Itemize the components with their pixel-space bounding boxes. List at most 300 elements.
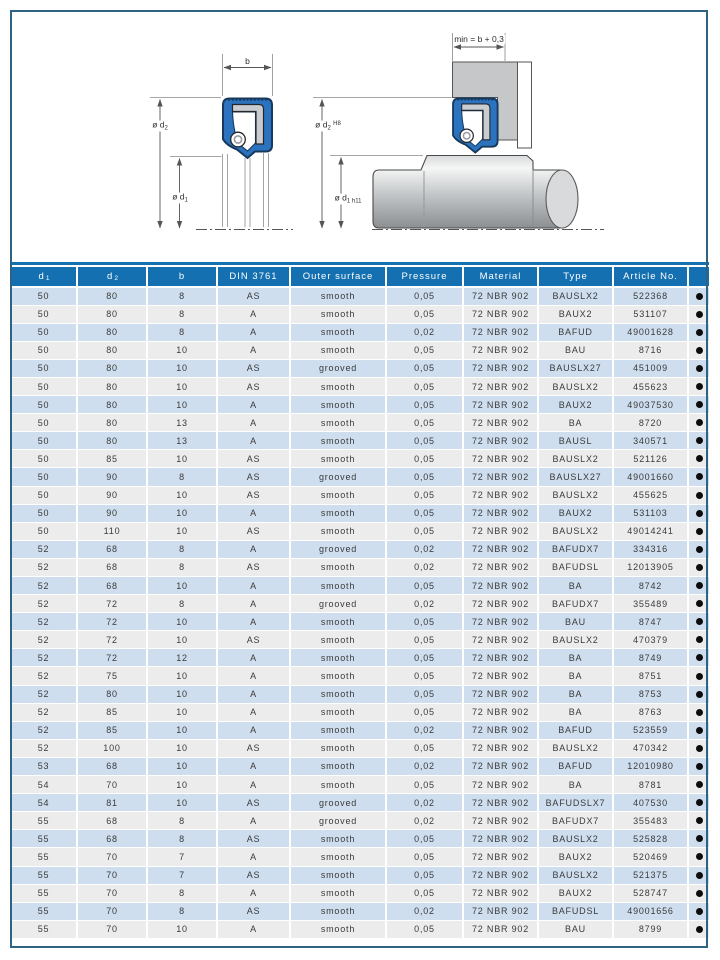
cell-availability bbox=[689, 830, 709, 847]
cell-article-no: 12010980 bbox=[614, 758, 689, 775]
cell-d1: 50 bbox=[11, 306, 78, 323]
cell-b: 8 bbox=[148, 885, 218, 902]
seal-profile bbox=[223, 99, 272, 159]
cell-d2: 80 bbox=[78, 686, 148, 703]
table-row bbox=[11, 704, 709, 722]
cell-d1: 52 bbox=[11, 577, 78, 594]
cell-outer-surface: grooved bbox=[291, 360, 387, 377]
cell-article-no: 522368 bbox=[614, 288, 689, 305]
cell-type: BA bbox=[539, 704, 614, 721]
cell-d2: 80 bbox=[78, 414, 148, 431]
cell-material: 72 NBR 902 bbox=[464, 903, 539, 920]
cell-material: 72 NBR 902 bbox=[464, 885, 539, 902]
cell-pressure: 0,05 bbox=[387, 921, 464, 938]
cell-outer-surface: grooved bbox=[291, 794, 387, 811]
cell-type: BAUSLX2 bbox=[539, 631, 614, 648]
cell-article-no: 8753 bbox=[614, 686, 689, 703]
cell-din: AS bbox=[218, 740, 291, 757]
cell-d1: 50 bbox=[11, 414, 78, 431]
table-row bbox=[11, 667, 709, 685]
cell-d1: 50 bbox=[11, 450, 78, 467]
cell-type: BAUSLX27 bbox=[539, 468, 614, 485]
table-row bbox=[11, 921, 709, 939]
availability-dot bbox=[696, 727, 703, 734]
cell-type: BAUSLX27 bbox=[539, 360, 614, 377]
cell-type: BAUSLX2 bbox=[539, 487, 614, 504]
table-row bbox=[11, 306, 709, 324]
cell-outer-surface: smooth bbox=[291, 885, 387, 902]
cell-type: BAUSLX2 bbox=[539, 867, 614, 884]
cell-material: 72 NBR 902 bbox=[464, 306, 539, 323]
cell-pressure: 0,05 bbox=[387, 830, 464, 847]
cell-material: 72 NBR 902 bbox=[464, 505, 539, 522]
cell-pressure: 0,05 bbox=[387, 885, 464, 902]
dim-label-b: b bbox=[245, 55, 250, 66]
cell-d1: 54 bbox=[11, 794, 78, 811]
cell-b: 8 bbox=[148, 541, 218, 558]
cell-din: AS bbox=[218, 794, 291, 811]
cell-outer-surface: smooth bbox=[291, 740, 387, 757]
cell-pressure: 0,05 bbox=[387, 686, 464, 703]
cell-b: 10 bbox=[148, 613, 218, 630]
cell-din: A bbox=[218, 722, 291, 739]
cell-d2: 75 bbox=[78, 667, 148, 684]
cell-outer-surface: smooth bbox=[291, 505, 387, 522]
table-row bbox=[11, 830, 709, 848]
cell-pressure: 0,02 bbox=[387, 541, 464, 558]
cell-type: BAUSLX2 bbox=[539, 830, 614, 847]
cell-article-no: 531107 bbox=[614, 306, 689, 323]
cell-availability bbox=[689, 288, 709, 305]
cell-type: BAU bbox=[539, 613, 614, 630]
cell-type: BA bbox=[539, 686, 614, 703]
table-row bbox=[11, 631, 709, 649]
cell-availability bbox=[689, 324, 709, 341]
cell-pressure: 0,05 bbox=[387, 505, 464, 522]
cell-pressure: 0,05 bbox=[387, 523, 464, 540]
cell-d1: 50 bbox=[11, 523, 78, 540]
cell-article-no: 8763 bbox=[614, 704, 689, 721]
cell-d2: 85 bbox=[78, 450, 148, 467]
column-header-d2: d 2 bbox=[78, 267, 148, 286]
cell-pressure: 0,05 bbox=[387, 306, 464, 323]
cell-material: 72 NBR 902 bbox=[464, 541, 539, 558]
cell-b: 13 bbox=[148, 414, 218, 431]
column-header-d1: d 1 bbox=[11, 267, 78, 286]
cell-d2: 68 bbox=[78, 559, 148, 576]
cell-material: 72 NBR 902 bbox=[464, 396, 539, 413]
table-row bbox=[11, 396, 709, 414]
cell-article-no: 49001628 bbox=[614, 324, 689, 341]
table-row bbox=[11, 740, 709, 758]
cell-b: 8 bbox=[148, 830, 218, 847]
cell-outer-surface: smooth bbox=[291, 342, 387, 359]
cell-din: A bbox=[218, 324, 291, 341]
cell-pressure: 0,05 bbox=[387, 848, 464, 865]
cell-article-no: 8720 bbox=[614, 414, 689, 431]
cell-material: 72 NBR 902 bbox=[464, 631, 539, 648]
technical-drawing bbox=[0, 0, 720, 263]
cell-b: 10 bbox=[148, 396, 218, 413]
cell-d2: 90 bbox=[78, 487, 148, 504]
cell-b: 10 bbox=[148, 342, 218, 359]
cell-din: A bbox=[218, 541, 291, 558]
cell-d2: 72 bbox=[78, 595, 148, 612]
cell-pressure: 0,05 bbox=[387, 360, 464, 377]
cell-din: A bbox=[218, 885, 291, 902]
cell-din: A bbox=[218, 414, 291, 431]
cell-outer-surface: smooth bbox=[291, 487, 387, 504]
cell-type: BAFUDSLX7 bbox=[539, 794, 614, 811]
availability-dot bbox=[696, 473, 703, 480]
cell-material: 72 NBR 902 bbox=[464, 686, 539, 703]
table-row bbox=[11, 342, 709, 360]
availability-dot bbox=[696, 890, 703, 897]
cell-d2: 72 bbox=[78, 631, 148, 648]
seal-profile-installed bbox=[453, 98, 498, 152]
cell-din: A bbox=[218, 342, 291, 359]
cell-d1: 52 bbox=[11, 631, 78, 648]
table-row bbox=[11, 360, 709, 378]
cell-material: 72 NBR 902 bbox=[464, 378, 539, 395]
dim-label-d1-tolerance: ø $d_{1 h11}$ bbox=[334, 192, 362, 204]
cell-availability bbox=[689, 812, 709, 829]
cell-d2: 81 bbox=[78, 794, 148, 811]
availability-dot bbox=[696, 745, 703, 752]
cell-d2: 70 bbox=[78, 921, 148, 938]
cell-article-no: 523559 bbox=[614, 722, 689, 739]
shaft bbox=[373, 156, 578, 229]
cell-pressure: 0,05 bbox=[387, 704, 464, 721]
cell-d1: 52 bbox=[11, 613, 78, 630]
cell-b: 8 bbox=[148, 324, 218, 341]
cell-availability bbox=[689, 848, 709, 865]
cell-din: A bbox=[218, 667, 291, 684]
cell-din: AS bbox=[218, 378, 291, 395]
availability-dot bbox=[696, 781, 703, 788]
cell-article-no: 355483 bbox=[614, 812, 689, 829]
cell-article-no: 470379 bbox=[614, 631, 689, 648]
cell-outer-surface: smooth bbox=[291, 414, 387, 431]
cell-d2: 80 bbox=[78, 432, 148, 449]
table-row bbox=[11, 903, 709, 921]
table-row bbox=[11, 414, 709, 432]
cell-b: 10 bbox=[148, 686, 218, 703]
cell-d2: 100 bbox=[78, 740, 148, 757]
cell-d2: 70 bbox=[78, 867, 148, 884]
cell-type: BAFUDX7 bbox=[539, 595, 614, 612]
cell-material: 72 NBR 902 bbox=[464, 468, 539, 485]
cell-article-no: 49001660 bbox=[614, 468, 689, 485]
cell-b: 10 bbox=[148, 523, 218, 540]
cell-material: 72 NBR 902 bbox=[464, 595, 539, 612]
cell-pressure: 0,02 bbox=[387, 722, 464, 739]
cell-outer-surface: smooth bbox=[291, 396, 387, 413]
availability-dot bbox=[696, 853, 703, 860]
cell-availability bbox=[689, 450, 709, 467]
cell-pressure: 0,02 bbox=[387, 324, 464, 341]
cell-outer-surface: grooved bbox=[291, 468, 387, 485]
cell-availability bbox=[689, 487, 709, 504]
availability-dot bbox=[696, 908, 703, 915]
table-row bbox=[11, 378, 709, 396]
cell-material: 72 NBR 902 bbox=[464, 613, 539, 630]
cell-availability bbox=[689, 523, 709, 540]
cell-material: 72 NBR 902 bbox=[464, 360, 539, 377]
cell-article-no: 470342 bbox=[614, 740, 689, 757]
cell-pressure: 0,05 bbox=[387, 342, 464, 359]
cell-pressure: 0,05 bbox=[387, 288, 464, 305]
cell-material: 72 NBR 902 bbox=[464, 324, 539, 341]
cell-din: A bbox=[218, 686, 291, 703]
cell-availability bbox=[689, 306, 709, 323]
table-row bbox=[11, 867, 709, 885]
cell-d2: 70 bbox=[78, 885, 148, 902]
cell-pressure: 0,05 bbox=[387, 414, 464, 431]
cell-pressure: 0,05 bbox=[387, 740, 464, 757]
table-row bbox=[11, 686, 709, 704]
cell-outer-surface: smooth bbox=[291, 306, 387, 323]
cell-material: 72 NBR 902 bbox=[464, 432, 539, 449]
cell-d1: 50 bbox=[11, 288, 78, 305]
cell-pressure: 0,02 bbox=[387, 794, 464, 811]
availability-dot bbox=[696, 455, 703, 462]
cell-type: BAFUDX7 bbox=[539, 541, 614, 558]
cell-pressure: 0,05 bbox=[387, 378, 464, 395]
cell-material: 72 NBR 902 bbox=[464, 776, 539, 793]
availability-dot bbox=[696, 437, 703, 444]
cell-outer-surface: smooth bbox=[291, 432, 387, 449]
cell-availability bbox=[689, 360, 709, 377]
cell-type: BAUX2 bbox=[539, 848, 614, 865]
cell-type: BAUSLX2 bbox=[539, 740, 614, 757]
cell-d2: 90 bbox=[78, 468, 148, 485]
cell-outer-surface: grooved bbox=[291, 595, 387, 612]
cell-type: BA bbox=[539, 577, 614, 594]
cell-b: 13 bbox=[148, 432, 218, 449]
cell-b: 10 bbox=[148, 378, 218, 395]
cell-din: A bbox=[218, 432, 291, 449]
availability-dot bbox=[696, 691, 703, 698]
cell-d2: 68 bbox=[78, 812, 148, 829]
cell-availability bbox=[689, 667, 709, 684]
cell-pressure: 0,02 bbox=[387, 559, 464, 576]
cell-type: BAUX2 bbox=[539, 396, 614, 413]
cell-d1: 55 bbox=[11, 867, 78, 884]
cell-d2: 80 bbox=[78, 306, 148, 323]
cell-d1: 55 bbox=[11, 812, 78, 829]
cell-availability bbox=[689, 631, 709, 648]
cell-availability bbox=[689, 776, 709, 793]
cell-article-no: 355489 bbox=[614, 595, 689, 612]
cell-type: BA bbox=[539, 667, 614, 684]
cell-type: BAFUD bbox=[539, 758, 614, 775]
table-row bbox=[11, 812, 709, 830]
table-row bbox=[11, 848, 709, 866]
cell-b: 7 bbox=[148, 848, 218, 865]
cell-availability bbox=[689, 505, 709, 522]
cell-b: 12 bbox=[148, 649, 218, 666]
availability-dot bbox=[696, 546, 703, 553]
cell-d1: 55 bbox=[11, 921, 78, 938]
availability-dot bbox=[696, 311, 703, 318]
cell-article-no: 407530 bbox=[614, 794, 689, 811]
availability-dot bbox=[696, 528, 703, 535]
cell-din: A bbox=[218, 396, 291, 413]
cell-outer-surface: smooth bbox=[291, 867, 387, 884]
cell-type: BA bbox=[539, 414, 614, 431]
cell-b: 8 bbox=[148, 288, 218, 305]
cell-d2: 85 bbox=[78, 722, 148, 739]
cell-outer-surface: smooth bbox=[291, 686, 387, 703]
cell-d1: 52 bbox=[11, 704, 78, 721]
cell-b: 10 bbox=[148, 722, 218, 739]
cell-availability bbox=[689, 396, 709, 413]
cell-b: 10 bbox=[148, 794, 218, 811]
cell-outer-surface: smooth bbox=[291, 758, 387, 775]
cell-article-no: 525828 bbox=[614, 830, 689, 847]
cell-article-no: 8747 bbox=[614, 613, 689, 630]
cell-b: 10 bbox=[148, 758, 218, 775]
availability-dot bbox=[696, 763, 703, 770]
cell-d2: 68 bbox=[78, 541, 148, 558]
cell-d1: 50 bbox=[11, 342, 78, 359]
cell-d2: 68 bbox=[78, 577, 148, 594]
cell-d2: 70 bbox=[78, 903, 148, 920]
cell-d2: 80 bbox=[78, 342, 148, 359]
cell-din: A bbox=[218, 649, 291, 666]
table-row bbox=[11, 595, 709, 613]
availability-dot bbox=[696, 673, 703, 680]
cell-type: BAUSLX2 bbox=[539, 450, 614, 467]
availability-dot bbox=[696, 709, 703, 716]
cell-availability bbox=[689, 903, 709, 920]
cell-material: 72 NBR 902 bbox=[464, 794, 539, 811]
cell-b: 8 bbox=[148, 559, 218, 576]
cell-article-no: 340571 bbox=[614, 432, 689, 449]
cell-article-no: 521375 bbox=[614, 867, 689, 884]
cell-din: A bbox=[218, 758, 291, 775]
cell-article-no: 8751 bbox=[614, 667, 689, 684]
seal-cross-section-svg bbox=[0, 0, 720, 263]
cell-din: A bbox=[218, 306, 291, 323]
cell-availability bbox=[689, 758, 709, 775]
column-header-outer-surface: Outer surface bbox=[291, 267, 387, 286]
cell-availability bbox=[689, 794, 709, 811]
table-row bbox=[11, 794, 709, 812]
cell-outer-surface: smooth bbox=[291, 613, 387, 630]
cell-outer-surface: smooth bbox=[291, 848, 387, 865]
cell-outer-surface: smooth bbox=[291, 903, 387, 920]
availability-dot bbox=[696, 492, 703, 499]
cell-material: 72 NBR 902 bbox=[464, 288, 539, 305]
cell-d1: 55 bbox=[11, 885, 78, 902]
cell-b: 8 bbox=[148, 468, 218, 485]
cell-outer-surface: smooth bbox=[291, 704, 387, 721]
cell-pressure: 0,05 bbox=[387, 667, 464, 684]
cell-type: BAFUD bbox=[539, 722, 614, 739]
cell-material: 72 NBR 902 bbox=[464, 867, 539, 884]
cell-article-no: 12013905 bbox=[614, 559, 689, 576]
column-header-type: Type bbox=[539, 267, 614, 286]
cell-material: 72 NBR 902 bbox=[464, 450, 539, 467]
cell-availability bbox=[689, 595, 709, 612]
table-row bbox=[11, 541, 709, 559]
cell-d1: 50 bbox=[11, 432, 78, 449]
cell-material: 72 NBR 902 bbox=[464, 559, 539, 576]
table-row bbox=[11, 505, 709, 523]
cell-d1: 55 bbox=[11, 848, 78, 865]
cell-b: 10 bbox=[148, 704, 218, 721]
availability-dot bbox=[696, 872, 703, 879]
cell-material: 72 NBR 902 bbox=[464, 740, 539, 757]
cell-material: 72 NBR 902 bbox=[464, 758, 539, 775]
availability-dot bbox=[696, 293, 703, 300]
cell-d2: 70 bbox=[78, 848, 148, 865]
cell-material: 72 NBR 902 bbox=[464, 649, 539, 666]
cell-article-no: 8716 bbox=[614, 342, 689, 359]
cell-b: 8 bbox=[148, 903, 218, 920]
column-header-din: DIN 3761 bbox=[218, 267, 291, 286]
cell-material: 72 NBR 902 bbox=[464, 704, 539, 721]
cell-outer-surface: smooth bbox=[291, 649, 387, 666]
table-row bbox=[11, 577, 709, 595]
cell-d1: 52 bbox=[11, 559, 78, 576]
cell-type: BAUX2 bbox=[539, 505, 614, 522]
availability-dot bbox=[696, 564, 703, 571]
availability-dot bbox=[696, 510, 703, 517]
availability-dot bbox=[696, 419, 703, 426]
cell-availability bbox=[689, 649, 709, 666]
cell-availability bbox=[689, 921, 709, 938]
cell-outer-surface: smooth bbox=[291, 577, 387, 594]
cell-material: 72 NBR 902 bbox=[464, 921, 539, 938]
cell-din: AS bbox=[218, 903, 291, 920]
dim-label-d2: ø $d_2$ bbox=[152, 119, 168, 132]
cell-article-no: 49037530 bbox=[614, 396, 689, 413]
dim-label-min-depth: min = b + 0,3 bbox=[454, 33, 504, 44]
cell-outer-surface: smooth bbox=[291, 288, 387, 305]
cell-material: 72 NBR 902 bbox=[464, 487, 539, 504]
cell-type: BAUSLX2 bbox=[539, 288, 614, 305]
availability-dot bbox=[696, 347, 703, 354]
cell-d1: 54 bbox=[11, 776, 78, 793]
cell-d1: 52 bbox=[11, 541, 78, 558]
cell-pressure: 0,05 bbox=[387, 631, 464, 648]
cell-availability bbox=[689, 577, 709, 594]
dim-label-d2-tolerance: ø $d_2$ $^{H8}$ bbox=[315, 119, 341, 132]
cell-din: A bbox=[218, 595, 291, 612]
table-row bbox=[11, 613, 709, 631]
cell-outer-surface: smooth bbox=[291, 450, 387, 467]
cell-outer-surface: smooth bbox=[291, 667, 387, 684]
cell-din: AS bbox=[218, 450, 291, 467]
cell-d2: 70 bbox=[78, 776, 148, 793]
cell-outer-surface: smooth bbox=[291, 378, 387, 395]
cell-din: AS bbox=[218, 288, 291, 305]
cell-type: BAFUDSL bbox=[539, 903, 614, 920]
cell-pressure: 0,05 bbox=[387, 577, 464, 594]
column-header-article-no: Article No. bbox=[614, 267, 689, 286]
cell-article-no: 49001656 bbox=[614, 903, 689, 920]
cell-d2: 80 bbox=[78, 288, 148, 305]
cell-d1: 50 bbox=[11, 378, 78, 395]
shaft-end-face bbox=[546, 170, 578, 228]
cell-type: BAUSLX2 bbox=[539, 378, 614, 395]
cell-d1: 50 bbox=[11, 487, 78, 504]
dim-label-d1: ø $d_1$ bbox=[172, 191, 188, 204]
cell-b: 10 bbox=[148, 505, 218, 522]
